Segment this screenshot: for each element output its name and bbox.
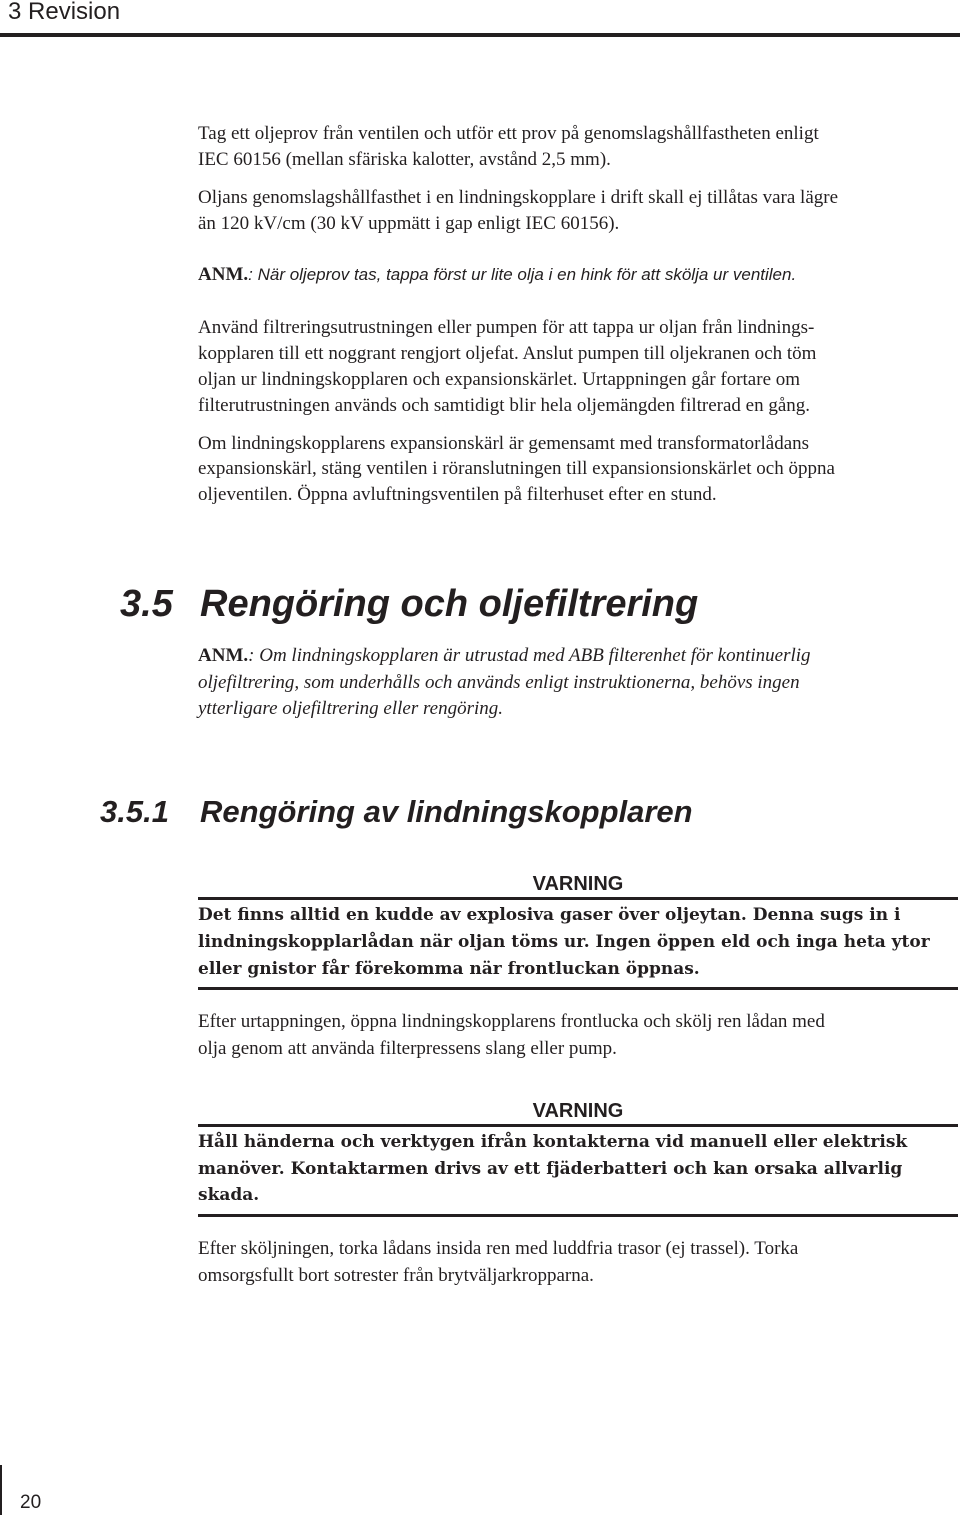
warning-divider (198, 897, 958, 900)
text-line: oljan ur lindningskopplaren och expansionskärlet. Urtappningen går fortare om (198, 369, 801, 390)
note-label: ANM. (198, 645, 249, 666)
warning-text-line: manöver. Kontaktarmen drivs av ett fjäderbatteri och kan orsaka allvarlig (198, 1159, 903, 1179)
text-line: Oljans genomslagshållfasthet i en lindningskopplare i drift skall ej tillåtas vara lägre (198, 187, 839, 208)
warning-divider (198, 1124, 958, 1127)
text-line: olja genom att använda filterpressens slang eller pump. (198, 1038, 617, 1059)
page-number: 20 (20, 1492, 42, 1513)
section-number: 3.5 (120, 583, 173, 625)
text-line: ytterligare oljefiltrering eller rengöring. (198, 698, 504, 719)
note-rinse-valve (198, 263, 796, 287)
text-line: Efter sköljningen, torka lådans insida ren med luddfria trasor (ej trassel). Torka (198, 1238, 799, 1259)
text-line: än 120 kV/cm (30 kV uppmätt i gap enligt IEC 60156). (198, 213, 620, 234)
text-line: oljeventilen. Öppna avluftningsventilen på filterhuset efter en stund. (198, 484, 717, 505)
text-line: expansionskärl, stäng ventilen i röranslutningen till expansionsionskärlet och öppna (198, 458, 835, 479)
warning-divider (198, 1214, 958, 1217)
warning-text-line: Håll händerna och verktygen ifrån kontakterna vid manuell eller elektrisk (198, 1132, 908, 1152)
warning-title: VARNING (532, 1100, 624, 1122)
note-text: : Om lindningskopplaren är utrustad med ABB filterenhet för kontinuerlig (248, 645, 811, 666)
text-line: kopplaren till ett noggrant rengjort oljefat. Anslut pumpen till oljekranen och töm (198, 343, 817, 364)
subsection-heading (100, 792, 693, 832)
warning-text-line: skada. (198, 1185, 260, 1205)
note-text: : När oljeprov tas, tappa först ur lite olja i en hink för att skölja ur ventilen. (248, 265, 797, 284)
warning-text-line: lindningskopplarlådan när oljan töms ur. Ingen öppen eld och inga heta ytor (198, 932, 930, 952)
text-line: Efter urtappningen, öppna lindningskopplarens frontlucka och skölj ren lådan med (198, 1011, 825, 1032)
warning-text-line: Det finns alltid en kudde av explosiva gaser över oljeytan. Denna sugs in i (198, 905, 901, 925)
text-line: Tag ett oljeprov från ventilen och utför ett prov på genomslagshållfastheten enligt (198, 123, 819, 144)
text-line (198, 644, 811, 668)
footer-divider (0, 1465, 2, 1515)
subsection-number: 3.5.1 (100, 794, 169, 829)
section-heading (120, 580, 698, 628)
warning-title: VARNING (532, 873, 624, 895)
text-line: oljefiltrering, som underhålls och används enligt instruktionerna, behövs ingen (198, 672, 800, 693)
chapter-title: 3 Revision (8, 0, 121, 25)
subsection-title: Rengöring av lindningskopplaren (200, 794, 693, 829)
header-divider (0, 33, 960, 37)
text-line: Om lindningskopplarens expansionskärl är gemensamt med transformatorlådans (198, 433, 810, 454)
text-line: IEC 60156 (mellan sfäriska kalotter, avstånd 2,5 mm). (198, 149, 611, 170)
section-title: Rengöring och oljefiltrering (200, 583, 699, 625)
text-line: filterutrustningen används och samtidigt blir hela oljemängden filtrerad en gång. (198, 395, 811, 416)
warning-divider (198, 987, 958, 990)
text-line: omsorgsfullt bort sotrester från brytväljarkropparna. (198, 1265, 594, 1286)
note-label: ANM. (198, 264, 249, 285)
text-line: Använd filtreringsutrustningen eller pumpen för att tappa ur oljan från lindnings- (198, 317, 815, 338)
warning-text-line: eller gnistor får förekomma när frontluckan öppnas. (198, 959, 700, 979)
